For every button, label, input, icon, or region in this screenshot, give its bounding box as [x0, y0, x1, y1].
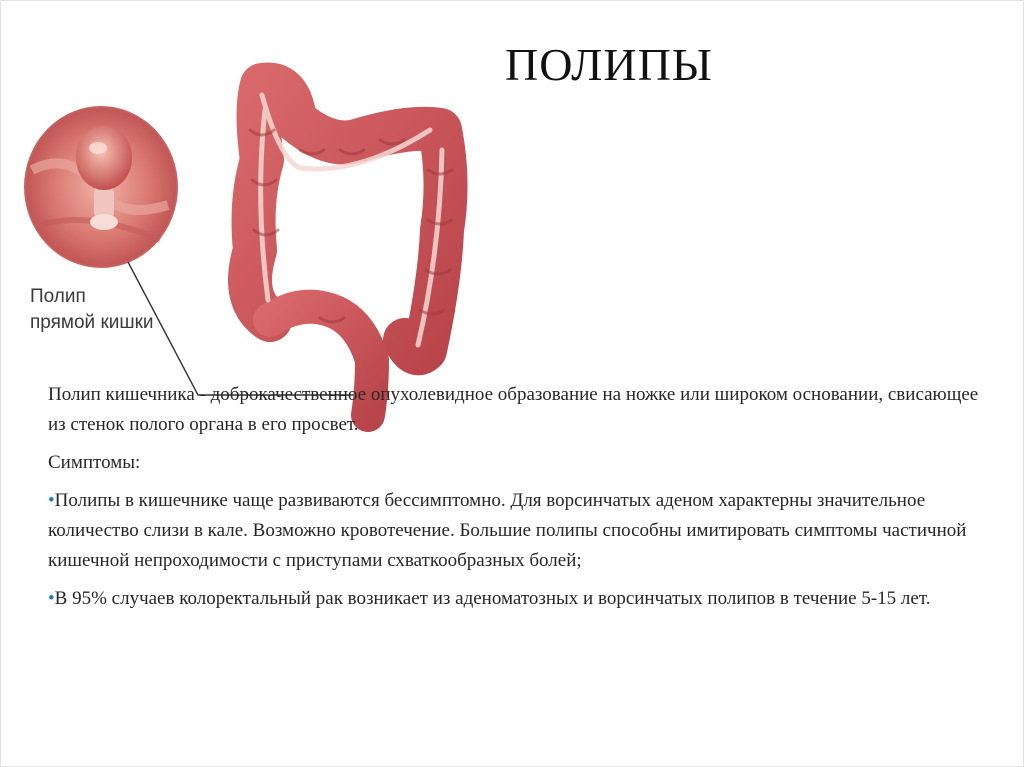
- bullet-text-1: Полипы в кишечнике чаще развиваются бессимптомно. Для ворсинчатых аденом характерны значительное количество слизи в кале. Возможно кровотечение. Большие полипы способны имитировать симптомы частичной кишечной непроходимости с приступами схваткообразных болей;: [48, 490, 967, 571]
- caption-line-1: Полип: [30, 286, 86, 307]
- polyp-zoom-circle: [25, 107, 177, 267]
- bullet-item-1: [48, 486, 988, 576]
- bullet-text-2: В 95% случаев колоректальный рак возникает из аденоматозных и ворсинчатых полипов в течение 5-15 лет.: [54, 588, 931, 609]
- bullet-icon: •: [48, 588, 55, 609]
- image-caption: [30, 284, 154, 336]
- colon-shape: [250, 84, 452, 415]
- bullet-item-2: [48, 584, 988, 614]
- caption-line-2: прямой кишки: [30, 312, 154, 333]
- symptoms-heading: Симптомы:: [48, 452, 141, 473]
- definition-paragraph: Полип кишечника - доброкачественное опухолевидное образование на ножке или широком основании, свисающее из стенок полого органа в его просвет.: [48, 384, 979, 435]
- bullet-icon: •: [48, 490, 55, 511]
- colon-illustration: [0, 0, 520, 440]
- slide-title: ПОЛИПЫ: [505, 39, 713, 90]
- slide-body: [48, 380, 988, 622]
